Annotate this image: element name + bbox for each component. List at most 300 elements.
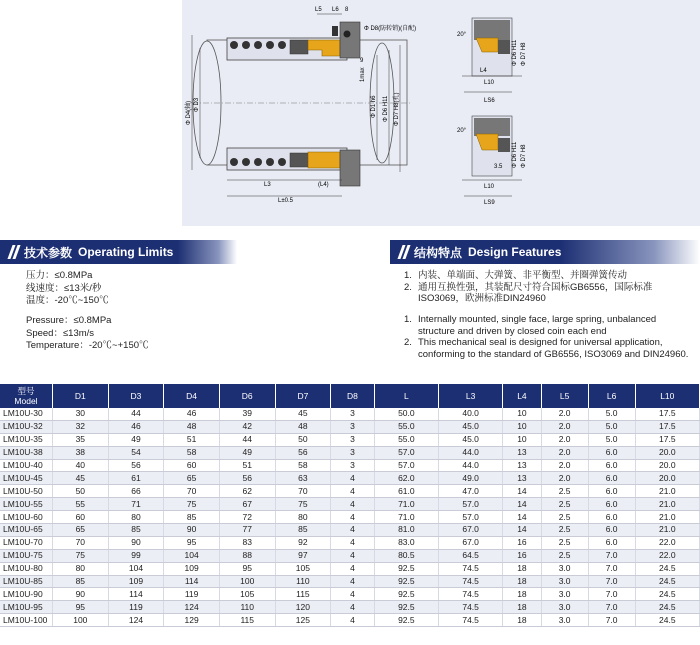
dim-label-d7: Φ D7 H8(孔) <box>394 92 400 126</box>
table-cell: 58 <box>164 446 220 459</box>
dim-label-9: 9 <box>360 58 364 64</box>
table-cell: 92.5 <box>374 614 438 627</box>
angle-label-20-bottom: 20° <box>457 128 467 134</box>
dim-label-l6: L6 <box>332 7 339 13</box>
column-header: D6 <box>219 384 275 408</box>
detail-label-ls9: LS9 <box>484 200 495 206</box>
table-cell: 3.0 <box>541 562 588 575</box>
table-cell: 7.0 <box>588 562 635 575</box>
speed-cn: 线速度：≤13米/秒 <box>26 282 102 294</box>
table-cell: 114 <box>164 575 220 588</box>
table-cell: 4 <box>331 575 375 588</box>
table-cell: 95 <box>53 601 109 614</box>
table-cell: 61.0 <box>374 485 438 498</box>
table-cell: 49 <box>108 433 164 446</box>
table-cell: 6.0 <box>588 446 635 459</box>
table-cell: 6.0 <box>588 498 635 511</box>
table-cell: 72 <box>219 511 275 524</box>
table-cell: 3.0 <box>541 575 588 588</box>
table-cell: 124 <box>108 614 164 627</box>
table-cell: 67.0 <box>438 524 502 537</box>
table-cell: 5.0 <box>588 420 635 433</box>
table-cell: 18 <box>503 601 541 614</box>
table-cell: 74.5 <box>438 575 502 588</box>
cell-model: LM10U-55 <box>0 498 53 511</box>
table-cell: 13 <box>503 472 541 485</box>
table-cell: 18 <box>503 562 541 575</box>
table-cell: 2.0 <box>541 472 588 485</box>
table-cell: 104 <box>108 562 164 575</box>
table-cell: 124 <box>164 601 220 614</box>
detail-label-l10-b: L10 <box>484 184 495 190</box>
table-cell: 10 <box>503 408 541 420</box>
dim-label-d3: Φ D3 <box>194 97 200 112</box>
cell-model: LM10U-65 <box>0 524 53 537</box>
table-cell: 45.0 <box>438 420 502 433</box>
table-cell: 3 <box>331 433 375 446</box>
table-cell: 46 <box>108 420 164 433</box>
design-features-header <box>390 240 700 264</box>
cell-model: LM10U-90 <box>0 588 53 601</box>
table-cell: 92.5 <box>374 562 438 575</box>
table-row <box>0 433 700 446</box>
cell-model: LM10U-75 <box>0 549 53 562</box>
table-cell: 3 <box>331 459 375 472</box>
table-cell: 60 <box>53 511 109 524</box>
header-slash-icon <box>8 240 18 264</box>
column-header: L3 <box>438 384 502 408</box>
table-cell: 115 <box>275 588 331 601</box>
table-cell: 70 <box>164 485 220 498</box>
technical-drawing <box>0 0 700 226</box>
table-cell: 63 <box>275 472 331 485</box>
table-cell: 50 <box>275 433 331 446</box>
table-cell: 49.0 <box>438 472 502 485</box>
table-row <box>0 511 700 524</box>
table-cell: 2.0 <box>541 446 588 459</box>
operating-limits-title-en: Operating Limits <box>78 245 174 259</box>
table-cell: 13 <box>503 459 541 472</box>
table-cell: 77 <box>219 524 275 537</box>
table-cell: 80 <box>108 511 164 524</box>
detail-label-d6-b: Φ D6 H11 <box>512 141 518 168</box>
table-cell: 2.5 <box>541 524 588 537</box>
cell-model: LM10U-80 <box>0 562 53 575</box>
detail-label-d7-b: Φ D7 H8 <box>521 144 527 168</box>
table-cell: 71 <box>108 498 164 511</box>
table-cell: 21.0 <box>635 511 699 524</box>
table-cell: 119 <box>164 588 220 601</box>
table-cell: 48 <box>275 420 331 433</box>
table-cell: 64.5 <box>438 549 502 562</box>
table-cell: 92.5 <box>374 601 438 614</box>
table-cell: 2.5 <box>541 498 588 511</box>
table-cell: 20.0 <box>635 472 699 485</box>
table-cell: 45 <box>53 472 109 485</box>
table-cell: 6.0 <box>588 459 635 472</box>
column-header: L4 <box>503 384 541 408</box>
table-cell: 24.5 <box>635 575 699 588</box>
table-cell: 10 <box>503 420 541 433</box>
detail-ls9 <box>457 116 527 206</box>
table-cell: 2.5 <box>541 536 588 549</box>
table-cell: 2.0 <box>541 459 588 472</box>
table-cell: 3.0 <box>541 601 588 614</box>
table-cell: 24.5 <box>635 562 699 575</box>
table-cell: 50 <box>53 485 109 498</box>
table-cell: 7.0 <box>588 549 635 562</box>
table-row <box>0 408 700 420</box>
table-cell: 35 <box>53 433 109 446</box>
table-cell: 4 <box>331 614 375 627</box>
table-cell: 114 <box>108 588 164 601</box>
table-row <box>0 524 700 537</box>
table-body <box>0 408 700 627</box>
dim-label-l: L±0.5 <box>278 198 293 204</box>
table-cell: 95 <box>219 562 275 575</box>
table-cell: 5.0 <box>588 433 635 446</box>
table-cell: 92 <box>275 536 331 549</box>
table-row <box>0 472 700 485</box>
dim-label-8: 8 <box>345 7 349 13</box>
design-features-title-en: Design Features <box>468 245 562 259</box>
table-cell: 14 <box>503 498 541 511</box>
table-cell: 22.0 <box>635 536 699 549</box>
cell-model: LM10U-35 <box>0 433 53 446</box>
table-cell: 21.0 <box>635 524 699 537</box>
table-cell: 40.0 <box>438 408 502 420</box>
table-cell: 6.0 <box>588 472 635 485</box>
table-cell: 22.0 <box>635 549 699 562</box>
column-header: D7 <box>275 384 331 408</box>
table-cell: 55.0 <box>374 433 438 446</box>
table-cell: 57.0 <box>438 498 502 511</box>
table-cell: 2.5 <box>541 549 588 562</box>
table-cell: 105 <box>275 562 331 575</box>
table-cell: 57.0 <box>438 511 502 524</box>
table-cell: 83.0 <box>374 536 438 549</box>
table-cell: 119 <box>108 601 164 614</box>
table-cell: 115 <box>219 614 275 627</box>
detail-label-ls6: LS6 <box>484 98 495 104</box>
table-cell: 62 <box>219 485 275 498</box>
table-cell: 75 <box>164 498 220 511</box>
pressure-en: Pressure：≤0.8MPa <box>26 315 112 326</box>
table-cell: 92.5 <box>374 588 438 601</box>
table-row <box>0 614 700 627</box>
table-row <box>0 459 700 472</box>
table-cell: 75 <box>275 498 331 511</box>
feature-en-item: 2. This mechanical seal is designed for universal application, conforming to the standard of GB6556, ISO3069 and DIN24960. <box>404 337 689 360</box>
table-cell: 55.0 <box>374 420 438 433</box>
table-cell: 4 <box>331 511 375 524</box>
detail-ls6 <box>457 18 527 104</box>
table-cell: 4 <box>331 485 375 498</box>
table-cell: 47.0 <box>438 485 502 498</box>
table-cell: 7.0 <box>588 575 635 588</box>
table-cell: 55 <box>53 498 109 511</box>
table-cell: 51 <box>219 459 275 472</box>
dim-label-d4: Φ D4(轴) <box>186 100 192 125</box>
table-cell: 4 <box>331 549 375 562</box>
table-cell: 74.5 <box>438 601 502 614</box>
dim-label-d6: Φ D6 H11 <box>383 95 389 122</box>
table-cell: 14 <box>503 511 541 524</box>
table-cell: 4 <box>331 498 375 511</box>
table-row <box>0 588 700 601</box>
table-cell: 4 <box>331 524 375 537</box>
cell-model: LM10U-95 <box>0 601 53 614</box>
table-cell: 39 <box>219 408 275 420</box>
cell-model: LM10U-40 <box>0 459 53 472</box>
table-cell: 49 <box>219 446 275 459</box>
cell-model: LM10U-85 <box>0 575 53 588</box>
table-cell: 2.5 <box>541 511 588 524</box>
operating-limits-title-cn: 技术参数 <box>24 245 73 260</box>
detail-label-l4: L4 <box>480 68 487 74</box>
table-cell: 44.0 <box>438 459 502 472</box>
column-header: D3 <box>108 384 164 408</box>
table-cell: 100 <box>53 614 109 627</box>
table-cell: 4 <box>331 536 375 549</box>
column-header: L10 <box>635 384 699 408</box>
table-cell: 3.0 <box>541 588 588 601</box>
table-cell: 60 <box>164 459 220 472</box>
table-cell: 95 <box>164 536 220 549</box>
table-cell: 6.0 <box>588 511 635 524</box>
table-cell: 110 <box>219 601 275 614</box>
column-header: L <box>374 384 438 408</box>
table-cell: 92.5 <box>374 575 438 588</box>
table-row <box>0 575 700 588</box>
header-slash-icon <box>398 240 408 264</box>
table-cell: 65 <box>53 524 109 537</box>
table-cell: 44.0 <box>438 446 502 459</box>
angle-label-20-top: 20° <box>457 32 467 38</box>
cell-model: LM10U-50 <box>0 485 53 498</box>
table-cell: 99 <box>108 549 164 562</box>
table-cell: 97 <box>275 549 331 562</box>
table-cell: 74.5 <box>438 614 502 627</box>
dimensions-table <box>0 384 700 627</box>
table-cell: 80 <box>53 562 109 575</box>
table-cell: 85 <box>164 511 220 524</box>
detail-label-3-5: 3.5 <box>494 164 503 170</box>
table-cell: 5.0 <box>588 408 635 420</box>
table-cell: 16 <box>503 536 541 549</box>
table-cell: 38 <box>53 446 109 459</box>
table-cell: 2.0 <box>541 420 588 433</box>
table-cell: 17.5 <box>635 433 699 446</box>
table-cell: 110 <box>275 575 331 588</box>
table-cell: 24.5 <box>635 614 699 627</box>
operating-limits-header <box>0 240 237 264</box>
detail-label-d7: Φ D7 H8 <box>521 42 527 66</box>
table-cell: 13 <box>503 446 541 459</box>
table-cell: 81.0 <box>374 524 438 537</box>
table-cell: 44 <box>219 433 275 446</box>
table-cell: 129 <box>164 614 220 627</box>
table-cell: 21.0 <box>635 485 699 498</box>
table-cell: 56 <box>108 459 164 472</box>
table-cell: 90 <box>108 536 164 549</box>
column-header: D1 <box>53 384 109 408</box>
cell-model: LM10U-100 <box>0 614 53 627</box>
table-cell: 20.0 <box>635 459 699 472</box>
table-cell: 104 <box>164 549 220 562</box>
pressure-cn: 压力：≤0.8MPa <box>26 270 93 281</box>
table-cell: 32 <box>53 420 109 433</box>
table-cell: 44 <box>108 408 164 420</box>
table-cell: 3 <box>331 446 375 459</box>
cell-model: LM10U-45 <box>0 472 53 485</box>
table-cell: 54 <box>108 446 164 459</box>
dim-label-l5: L5 <box>315 7 322 13</box>
table-cell: 62.0 <box>374 472 438 485</box>
column-header: D4 <box>164 384 220 408</box>
table-cell: 58 <box>275 459 331 472</box>
seal-cross-section-drawing <box>182 0 700 226</box>
table-cell: 88 <box>219 549 275 562</box>
table-cell: 70 <box>275 485 331 498</box>
table-cell: 80.5 <box>374 549 438 562</box>
cell-model: LM10U-32 <box>0 420 53 433</box>
table-cell: 24.5 <box>635 588 699 601</box>
table-cell: 125 <box>275 614 331 627</box>
table-cell: 105 <box>219 588 275 601</box>
operating-limits-cn <box>26 270 109 308</box>
table-cell: 3 <box>331 408 375 420</box>
table-cell: 51 <box>164 433 220 446</box>
table-cell: 20.0 <box>635 446 699 459</box>
table-cell: 74.5 <box>438 562 502 575</box>
table-cell: 109 <box>164 562 220 575</box>
table-cell: 14 <box>503 524 541 537</box>
table-cell: 4 <box>331 562 375 575</box>
feature-en-item: 1. Internally mounted, single face, large spring, unbalanced structure and driven by closed coin each end <box>404 314 657 337</box>
table-cell: 74.5 <box>438 588 502 601</box>
table-cell: 16 <box>503 549 541 562</box>
table-cell: 65 <box>164 472 220 485</box>
table-cell: 90 <box>164 524 220 537</box>
speed-en: Speed：≤13m/s <box>26 327 95 339</box>
table-row <box>0 601 700 614</box>
table-cell: 3.0 <box>541 614 588 627</box>
design-features-cn <box>404 270 694 305</box>
table-cell: 2.0 <box>541 433 588 446</box>
table-cell: 80 <box>275 511 331 524</box>
table-cell: 7.0 <box>588 601 635 614</box>
table-cell: 14 <box>503 485 541 498</box>
seat-ring-bottom <box>308 152 340 168</box>
table-cell: 42 <box>219 420 275 433</box>
table-cell: 75 <box>53 549 109 562</box>
table-cell: 40 <box>53 459 109 472</box>
detail-label-l10: L10 <box>484 80 495 86</box>
table-cell: 30 <box>53 408 109 420</box>
table-cell: 21.0 <box>635 498 699 511</box>
table-cell: 120 <box>275 601 331 614</box>
detail-label-d6: Φ D6 H11 <box>512 39 518 66</box>
table-cell: 83 <box>219 536 275 549</box>
dim-label-l4: (L4) <box>318 182 329 188</box>
table-cell: 3 <box>331 420 375 433</box>
table-cell: 17.5 <box>635 420 699 433</box>
table-cell: 85 <box>275 524 331 537</box>
table-cell: 67.0 <box>438 536 502 549</box>
table-cell: 57.0 <box>374 446 438 459</box>
dim-label-l3: L3 <box>264 182 271 188</box>
table-cell: 6.0 <box>588 524 635 537</box>
design-features-en <box>404 314 694 360</box>
table-cell: 2.5 <box>541 485 588 498</box>
table-cell: 2.0 <box>541 408 588 420</box>
table-cell: 6.0 <box>588 536 635 549</box>
table-cell: 7.0 <box>588 614 635 627</box>
table-cell: 71.0 <box>374 498 438 511</box>
table-row <box>0 498 700 511</box>
table-cell: 4 <box>331 601 375 614</box>
table-cell: 56 <box>219 472 275 485</box>
cell-model: LM10U-30 <box>0 408 53 420</box>
table-cell: 90 <box>53 588 109 601</box>
temperature-en: Temperature：-20℃~+150℃ <box>26 340 149 351</box>
table-row <box>0 446 700 459</box>
cell-model: LM10U-70 <box>0 536 53 549</box>
table-cell: 17.5 <box>635 408 699 420</box>
table-row <box>0 562 700 575</box>
table-cell: 67 <box>219 498 275 511</box>
table-cell: 57.0 <box>374 459 438 472</box>
feature-cn-item: 1. 内装、单端面、大弹簧、非平衡型、并圈弹簧传动 <box>404 270 628 281</box>
table-cell: 56 <box>275 446 331 459</box>
column-header: L6 <box>588 384 635 408</box>
column-header: L5 <box>541 384 588 408</box>
table-cell: 61 <box>108 472 164 485</box>
table-cell: 70 <box>53 536 109 549</box>
table-header-row <box>0 384 700 408</box>
table-cell: 85 <box>53 575 109 588</box>
table-row <box>0 485 700 498</box>
table-cell: 18 <box>503 588 541 601</box>
table-cell: 45.0 <box>438 433 502 446</box>
feature-cn-item: 2. 通用互换性强，其装配尺寸符合国标GB6556，国际标准ISO3069，欧洲标准DIN24960 <box>404 281 653 304</box>
table-cell: 18 <box>503 575 541 588</box>
table-cell: 71.0 <box>374 511 438 524</box>
table-cell: 24.5 <box>635 601 699 614</box>
table-row <box>0 420 700 433</box>
cell-model: LM10U-38 <box>0 446 53 459</box>
table-cell: 4 <box>331 588 375 601</box>
table-row <box>0 536 700 549</box>
dim-label-d1: Φ D1 h6 <box>371 95 377 118</box>
table-cell: 85 <box>108 524 164 537</box>
operating-limits-en <box>26 315 149 353</box>
table-cell: 4 <box>331 472 375 485</box>
column-header-model: 型号 Model <box>0 384 53 408</box>
column-header: D8 <box>331 384 375 408</box>
dim-label-d8: Φ D8(防转销)(自配) <box>364 26 417 32</box>
table-cell: 6.0 <box>588 485 635 498</box>
table-cell: 66 <box>108 485 164 498</box>
table-cell: 18 <box>503 614 541 627</box>
temperature-cn: 温度：-20℃~150℃ <box>26 295 109 306</box>
table-cell: 50.0 <box>374 408 438 420</box>
table-cell: 109 <box>108 575 164 588</box>
design-features-title-cn: 结构特点 <box>414 245 463 260</box>
dim-label-1max: 1max <box>360 67 366 82</box>
table-row <box>0 549 700 562</box>
